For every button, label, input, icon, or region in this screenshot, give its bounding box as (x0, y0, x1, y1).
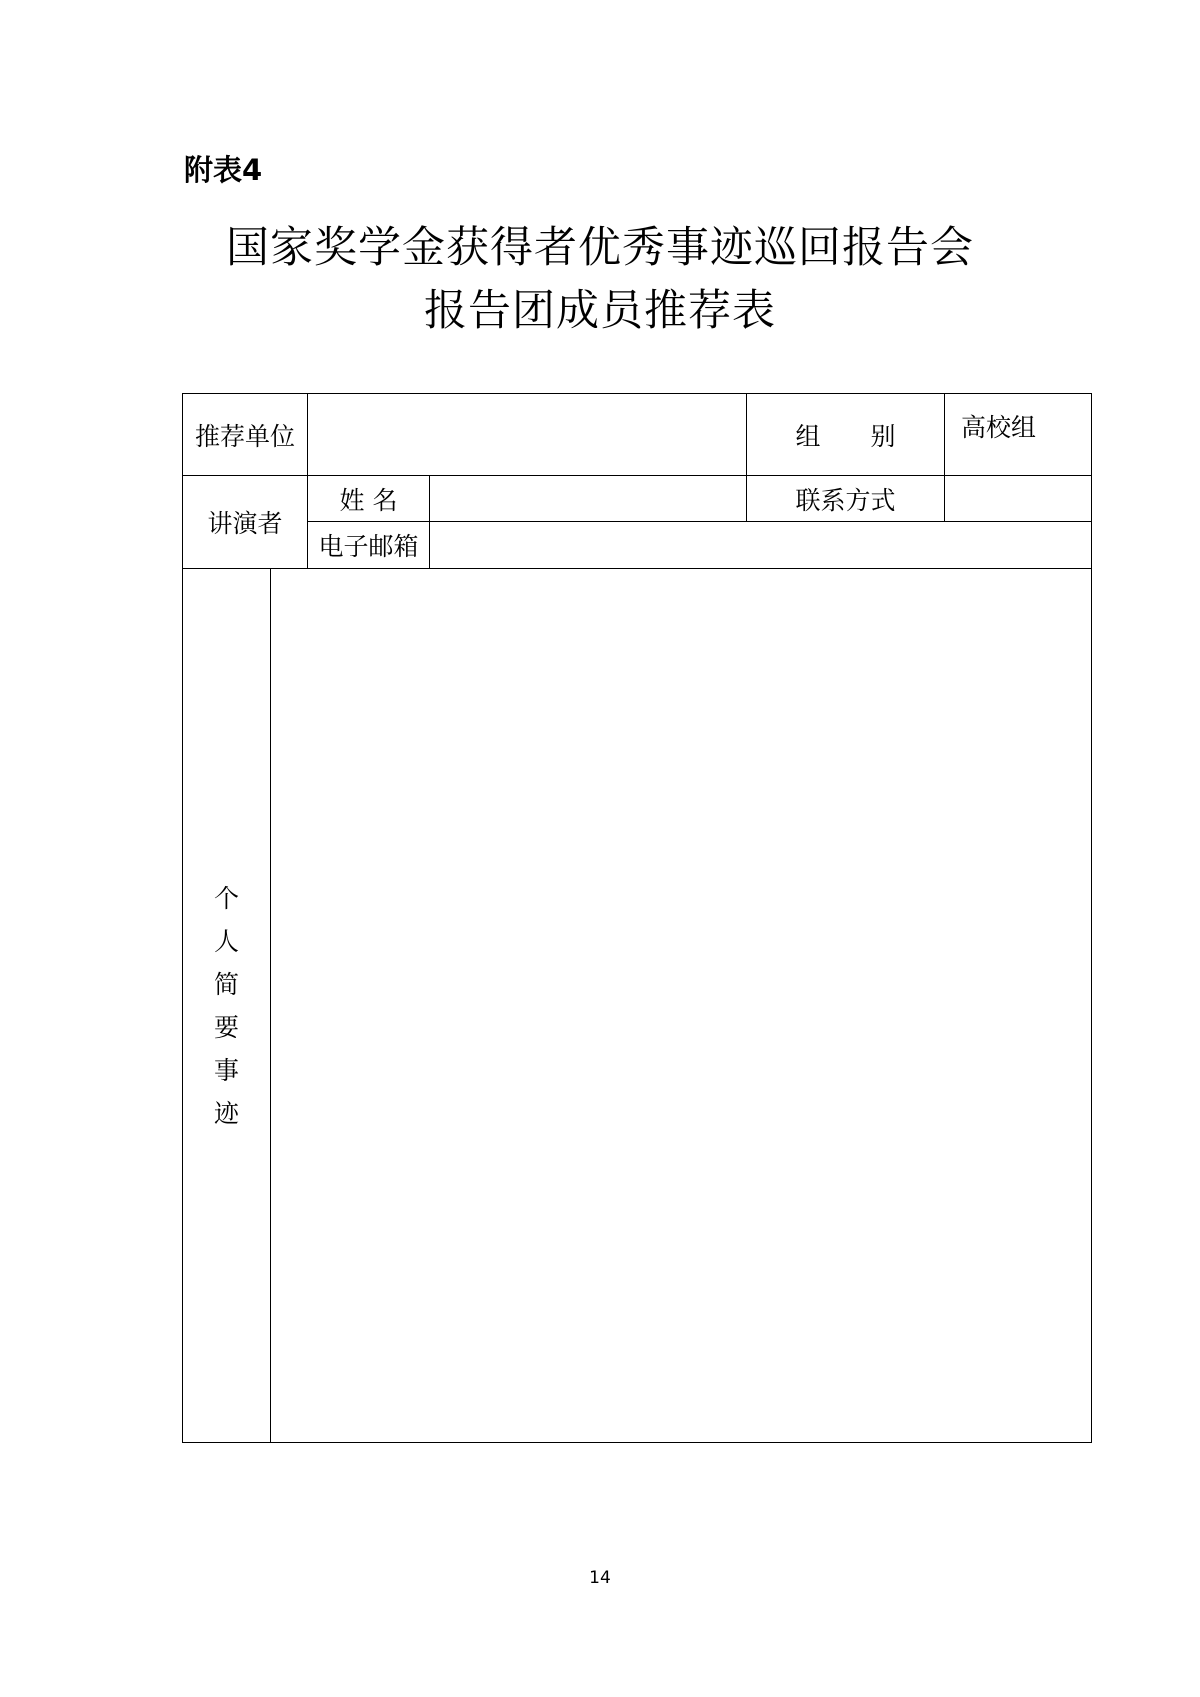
personal-deeds-label-char: 简 (213, 969, 239, 999)
document-title-line-1: 国家奖学金获得者优秀事迹巡回报告会 (226, 223, 974, 273)
document-title-line-2: 报告团成员推荐表 (424, 286, 776, 336)
personal-deeds-field[interactable] (271, 569, 1092, 1443)
speaker-name-row (183, 476, 1092, 522)
page-number: 14 (589, 1568, 611, 1588)
personal-deeds-label-char: 要 (213, 1012, 239, 1042)
recommendation-form-table (182, 393, 1092, 1443)
personal-deeds-label-char: 事 (213, 1055, 239, 1085)
group-label: 组 别 (747, 394, 945, 476)
recommending-unit-field[interactable] (308, 394, 747, 476)
speaker-label: 讲演者 (183, 476, 308, 569)
name-field[interactable] (430, 476, 747, 522)
recommending-unit-label: 推荐单位 (183, 394, 308, 476)
email-field[interactable] (430, 522, 1092, 569)
personal-deeds-label-char: 人 (213, 926, 239, 956)
contact-label: 联系方式 (747, 476, 945, 522)
personal-deeds-row (183, 569, 1092, 1443)
name-label: 姓 名 (308, 476, 430, 522)
group-value[interactable]: 高校组 (945, 394, 1092, 476)
attachment-label: 附表4 (184, 153, 263, 187)
email-label: 电子邮箱 (308, 522, 430, 569)
recommending-unit-row (183, 394, 1092, 476)
personal-deeds-label (183, 569, 271, 1443)
personal-deeds-label-char: 个 (213, 883, 239, 913)
contact-field[interactable] (945, 476, 1092, 522)
personal-deeds-label-char: 迹 (213, 1098, 239, 1128)
speaker-email-row (183, 522, 1092, 569)
